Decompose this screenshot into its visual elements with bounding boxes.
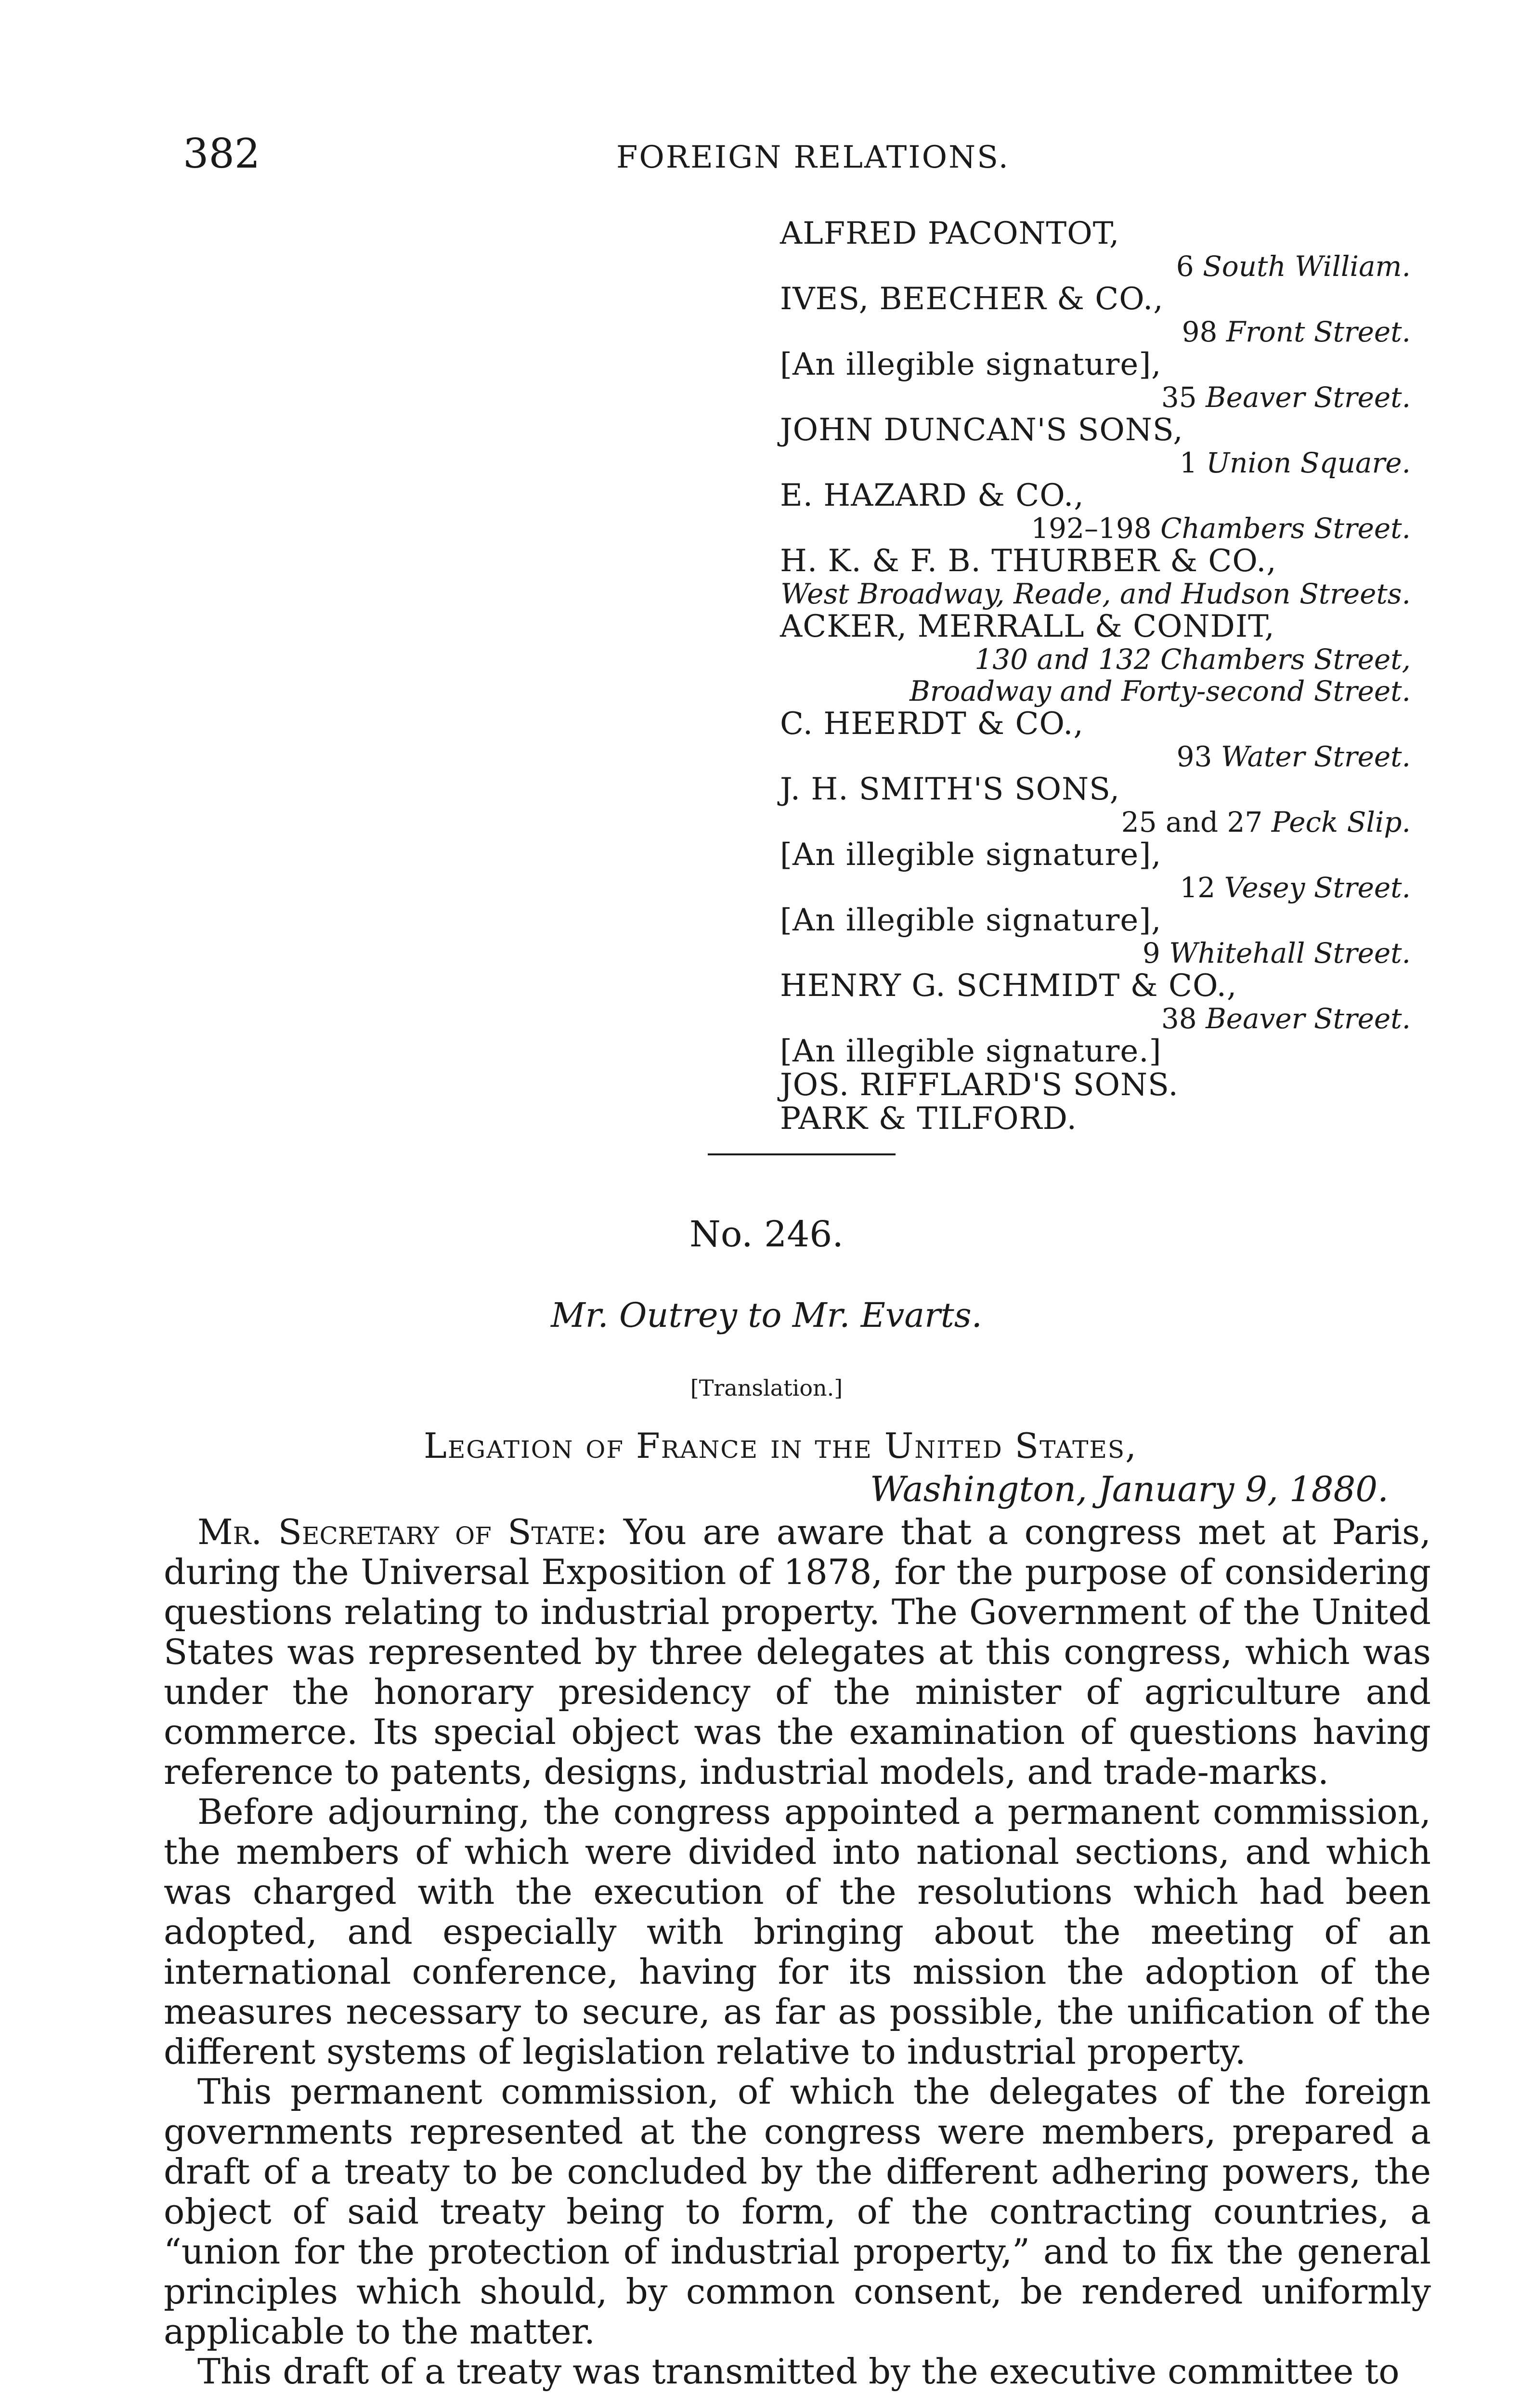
address-street: Beaver Street. [1206,1002,1411,1035]
document-title: Mr. Outrey to Mr. Evarts. [551,1296,982,1335]
address-street: Beaver Street. [1206,381,1411,414]
signatory-address [780,447,1411,479]
address-street: Whitehall Street. [1169,937,1411,969]
address-street: Vesey Street. [1224,871,1411,904]
signatory-name: [An illegible signature], [780,347,1162,382]
signatory [780,1102,1411,1136]
document-number: No. 246. [689,1214,844,1255]
signatory-address [780,937,1411,969]
section-divider [708,1153,896,1155]
signatory-address [780,381,1411,413]
salutation: Mr. Secretary of State: [197,1512,608,1552]
address-number: 130 and 132 [974,643,1152,676]
signatory-name: [An illegible signature.] [780,1034,1162,1069]
signatory-address [780,643,1411,675]
signatory [780,348,1411,413]
signatory-name: E. HAZARD & CO., [780,478,1084,513]
address-number: 6 [1176,250,1194,283]
signatory-address [780,872,1411,903]
paragraph: Before adjourning, the congress appointed a permanent commission, the members of which were divided into national sections, and which was charged with the execution of the resolutions which had been adopted, and especially with bringing about the meeting of an international conference, having for its mission the adoption of the measures necessary to secure, as far as possible, the unification of the different systems of legislation relative to industrial property. [164,1792,1431,2072]
address-street: West Broadway, Reade, and Hudson Streets. [780,577,1411,610]
address-street: Peck Slip. [1271,806,1411,838]
signatory [780,413,1411,479]
signatory-address [780,512,1411,544]
signatory-address [780,806,1411,838]
signatory-name: ACKER, MERRALL & CONDIT, [780,609,1275,644]
signatory [780,772,1411,838]
signatory-address [780,250,1411,282]
address-number: 9 [1142,937,1160,969]
signatory-name: PARK & TILFORD. [780,1101,1077,1137]
signatory [780,282,1411,348]
address-street: South William. [1203,250,1411,283]
address-number: 93 [1176,740,1212,773]
address-number: 35 [1161,381,1197,414]
address-number: 12 [1180,871,1216,904]
address-street: Chambers Street. [1160,512,1411,545]
signatory [780,903,1411,969]
address-street-line2: Broadway and Forty-second Street. [909,675,1411,707]
signature-block [780,217,1411,1136]
address-number: 38 [1161,1002,1197,1035]
place-date: Washington, January 9, 1880. [870,1469,1389,1509]
paragraph: This permanent commission, of which the delegates of the foreign governments represented at the congress were members, prepared a draft of a treaty to be concluded by the different adhering powers, the object of said treaty being to form, of the contracting countries, a “union for the protection of industrial property,” and to fix the general principles which should, by common consent, be rendered uniformly applicable to the matter. [164,2071,1431,2352]
signatory-address [780,1003,1411,1034]
address-street: Water Street. [1221,740,1411,773]
signatory [780,610,1411,707]
paragraph-text: You are aware that a congress met at Paris, during the Universal Exposition of 1878, for the purpose of considering questions relating to industrial property. The Government of the United States was represented by three delegates at this congress, which was under the honorary presidency of the minister of agriculture and commerce. Its special object was the examination of questions having reference to patents, designs, industrial models, and trade-marks. [164,1512,1431,1792]
signatory [780,838,1411,903]
signatory-name: H. K. & F. B. THURBER & CO., [780,543,1277,579]
letter-body [164,1512,1431,2392]
signatory-name: [An illegible signature], [780,903,1162,938]
signatory-address [780,741,1411,772]
signatory [780,479,1411,544]
signatory-name: JOS. RIFFLARD'S SONS. [780,1067,1179,1103]
signatory [780,1034,1411,1068]
paragraph [164,1512,1431,1792]
signatory-name: HENRY G. SCHMIDT & CO., [780,968,1237,1004]
running-head: FOREIGN RELATIONS. [616,140,1010,175]
signatory-address-line2 [780,675,1411,707]
signatory-address [780,578,1411,610]
paragraph: This draft of a treaty was transmitted by the executive committee to [197,2351,1400,2392]
address-street: Front Street. [1226,315,1411,348]
address-street: Chambers Street, [1160,643,1411,676]
address-number: 98 [1182,315,1218,348]
address-number: 1 [1179,446,1197,479]
signatory-name: JOHN DUNCAN'S SONS, [780,412,1183,448]
signatory [780,969,1411,1034]
signatory [780,1068,1411,1102]
signatory-name: C. HEERDT & CO., [780,706,1084,742]
address-number: 25 and 27 [1121,806,1263,838]
signatory-address [780,316,1411,348]
signatory-name: IVES, BEECHER & CO., [780,281,1164,317]
address-street: Union Square. [1206,446,1411,479]
signatory-name: [An illegible signature], [780,837,1162,873]
signatory [780,707,1411,772]
translation-note: [Translation.] [690,1375,843,1401]
signatory [780,217,1411,282]
signatory-name: ALFRED PACONTOT, [780,216,1120,251]
address-number: 192–198 [1031,512,1152,545]
signatory-name: J. H. SMITH'S SONS, [780,772,1120,807]
page-number: 382 [183,130,260,177]
signatory [780,544,1411,610]
letter-heading: Legation of France in the United States, [424,1426,1138,1466]
